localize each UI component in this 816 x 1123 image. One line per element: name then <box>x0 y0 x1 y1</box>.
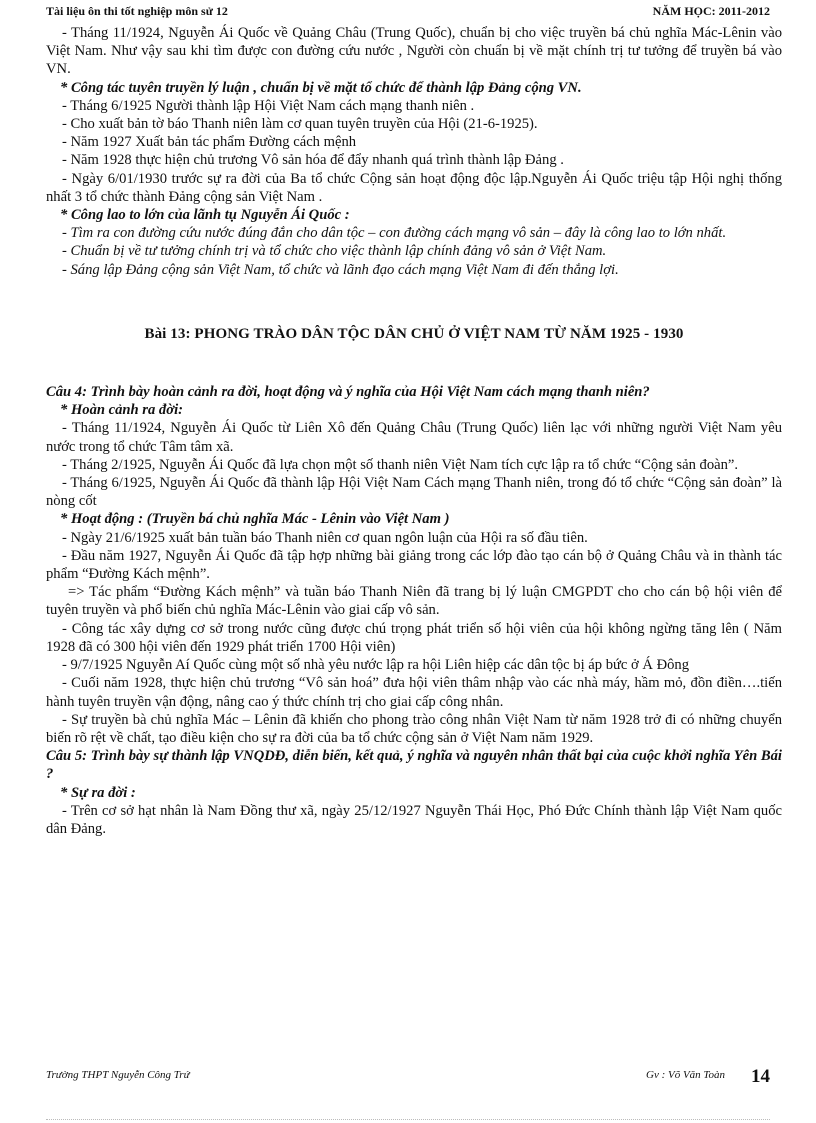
page-header <box>46 4 770 22</box>
list-item: - Tháng 2/1925, Nguyễn Ái Quốc đã lựa chọn một số thanh niên Việt Nam tích cực lập ra tổ chức “Cộng sản đoàn”. <box>62 456 739 473</box>
list-item: - Tháng 6/1925, Nguyễn Ái Quốc đã thành lập Hội Việt Nam Cách mạng Thanh niên, trong đó tổ chức “Cộng sản đoàn” là nòng cốt <box>46 475 782 510</box>
page-number: 14 <box>751 1066 770 1087</box>
question-5: Câu 5: Trình bày sự thành lập VNQDĐ, diễn biến, kết quả, ý nghĩa và nguyên nhân thất bại của cuộc khởi nghĩa Yên Bái ? <box>46 748 782 783</box>
intro-paragraph: - Tháng 11/1924, Nguyễn Ái Quốc về Quảng Châu (Trung Quốc), chuẩn bị cho việc truyền bá chủ nghĩa Mác-Lênin vào Việt Nam. Như vậy sau khi tìm được con đường cứu nước , Người còn chuẩn bị về mặt chính trị tư tưởng để truyền bá vào VN. <box>46 25 782 78</box>
list-item: - Sự truyền bà chủ nghĩa Mác – Lênin đã khiến cho phong trào công nhân Việt Nam từ năm 1928 trở đi có những chuyển biến rõ rệt về chất, tạo điều kiện cho sự ra đời của ba tổ chức cộng sản ở Việt Nam năm 1929. <box>46 711 782 746</box>
list-item: - Trên cơ sở hạt nhân là Nam Đồng thư xã, ngày 25/12/1927 Nguyễn Thái Học, Phó Đức Chính thành lập Việt Nam quốc dân Đảng. <box>46 802 782 837</box>
footer-school: Trường THPT Nguyễn Công Trứ <box>46 1069 190 1081</box>
list-item: - Ngày 21/6/1925 xuất bản tuần báo Thanh niên cơ quan ngôn luận của Hội ra số đầu tiên. <box>62 529 588 546</box>
list-item: - 9/7/1925 Nguyễn Aí Quốc cùng một số nhà yêu nước lập ra hội Liên hiệp các dân tộc bị áp bức ở Á Đông <box>62 657 690 674</box>
section-heading-contribution: * Công lao to lớn của lãnh tụ Nguyễn Ái Quốc : <box>60 207 350 224</box>
list-item: - Tháng 11/1924, Nguyễn Ái Quốc từ Liên Xô đến Quảng Châu (Trung Quốc) liên lạc với những người Việt Nam yêu nước trong tổ chức Tâm tâm xã. <box>46 420 782 455</box>
list-item: - Cho xuất bản tờ báo Thanh niên làm cơ quan tuyên truyền của Hội (21-6-1925). <box>62 116 538 133</box>
list-item: - Năm 1928 thực hiện chủ trương Vô sản hóa để đẩy nhanh quá trình thành lập Đảng . <box>62 152 564 169</box>
list-item: - Ngày 6/01/1930 trước sự ra đời của Ba tổ chức Cộng sản hoạt động độc lập.Nguyễn Ái Quốc triệu tập Hội nghị thống nhất 3 tổ chức thành Đảng cộng sản Việt Nam . <box>46 170 782 205</box>
bottom-divider <box>46 1119 770 1120</box>
subheading-context: * Hoàn cảnh ra đời: <box>60 402 183 419</box>
list-item: - Đầu năm 1927, Nguyễn Ái Quốc đã tập hợp những bài giảng trong các lớp đào tạo cán bộ ở Quảng Châu và in thành tác phẩm “Đường Kách mệnh”. <box>46 547 782 583</box>
question-4: Câu 4: Trình bày hoàn cảnh ra đời, hoạt động và ý nghĩa của Hội Việt Nam cách mạng thanh niên? <box>46 384 650 401</box>
list-item: - Tìm ra con đường cứu nước đúng đắn cho dân tộc – con đường cách mạng vô sản – đây là công lao to lớn nhất. <box>62 225 727 242</box>
list-item: - Tháng 6/1925 Người thành lập Hội Việt Nam cách mạng thanh niên . <box>62 97 475 114</box>
header-doc-title: Tài liệu ôn thi tốt nghiệp môn sử 12 <box>46 4 228 18</box>
section-heading-propaganda: * Công tác tuyên truyền lý luận , chuẩn bị về mặt tổ chức để thành lập Đảng cộng VN. <box>60 79 582 96</box>
list-item: - Công tác xây dựng cơ sở trong nước cũng được chú trọng phát triển số hội viên của hội không ngừng tăng lên ( Năm 1928 đã có 300 hội viên đến 1929 phát triển 1700 Hội viên) <box>46 620 782 655</box>
document-body <box>46 24 782 838</box>
page-footer <box>46 1066 770 1090</box>
footer-teacher: Gv : Võ Văn Toàn <box>646 1069 726 1081</box>
list-item: - Chuẩn bị về tư tưởng chính trị và tổ chức cho việc thành lập chính đảng vô sản ở Việt Nam. <box>62 243 607 260</box>
subheading-formation: * Sự ra đời : <box>60 784 136 801</box>
list-item: => Tác phẩm “Đường Kách mệnh” và tuần báo Thanh Niên đã trang bị lý luận CMGPDT cho cho cán bộ hội viên để tuyên truyền và phổ biến chủ nghĩa Mác-Lênin vào giai cấp vô sản. <box>46 584 782 619</box>
lesson-title: Bài 13: PHONG TRÀO DÂN TỘC DÂN CHỦ Ở VIỆT NAM TỪ NĂM 1925 - 1930 <box>144 325 684 342</box>
subheading-activity: * Hoạt động : (Truyền bá chủ nghĩa Mác - Lênin vào Việt Nam ) <box>60 511 450 528</box>
list-item: - Cuối năm 1928, thực hiện chủ trương “Vô sản hoá” đưa hội viên thâm nhập vào các nhà máy, hầm mỏ, đồn điền….tiến hành tuyên truyền vận động, nâng cao ý thức chính trị cho giai cấp công nhân. <box>46 675 782 710</box>
header-school-year: NĂM HỌC: 2011-2012 <box>652 4 770 18</box>
list-item: - Năm 1927 Xuất bản tác phẩm Đường cách mệnh <box>62 134 357 151</box>
list-item: - Sáng lập Đảng cộng sản Việt Nam, tổ chức và lãnh đạo cách mạng Việt Nam đi đến thắng lợi. <box>62 261 619 278</box>
